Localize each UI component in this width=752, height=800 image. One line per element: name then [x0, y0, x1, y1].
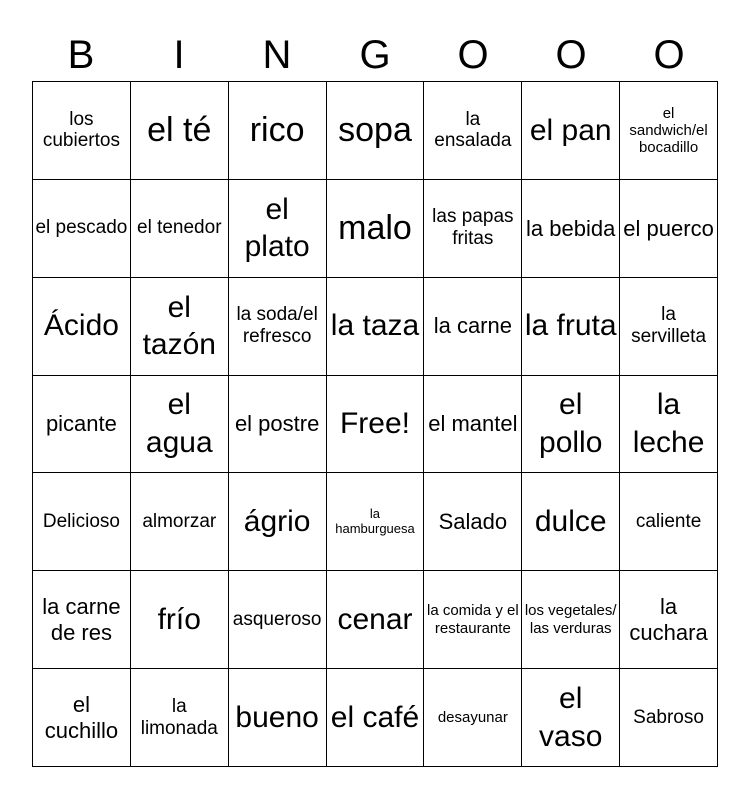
bingo-cell[interactable]: frío: [131, 571, 229, 669]
bingo-cell[interactable]: Salado: [424, 473, 522, 571]
bingo-cell[interactable]: el puerco: [620, 180, 718, 278]
header-letter: G: [359, 33, 391, 77]
bingo-cell[interactable]: Sabroso: [620, 669, 718, 767]
header-letter: B: [67, 33, 95, 77]
bingo-cell[interactable]: la limonada: [131, 669, 229, 767]
bingo-cell[interactable]: sopa: [327, 82, 425, 180]
header-letter: O: [555, 33, 587, 77]
bingo-cell[interactable]: el té: [131, 82, 229, 180]
bingo-cell[interactable]: el cuchillo: [33, 669, 131, 767]
bingo-cell[interactable]: las papas fritas: [424, 180, 522, 278]
bingo-cell[interactable]: el pollo: [522, 376, 620, 474]
bingo-cell[interactable]: el tazón: [131, 278, 229, 376]
header-letter: I: [173, 33, 185, 77]
bingo-cell[interactable]: los vegetales/ las verduras: [522, 571, 620, 669]
bingo-card: [32, 81, 718, 767]
bingo-cell[interactable]: el vaso: [522, 669, 620, 767]
bingo-cell[interactable]: los cubiertos: [33, 82, 131, 180]
bingo-cell[interactable]: el sandwich/el bocadillo: [620, 82, 718, 180]
bingo-cell[interactable]: la ensalada: [424, 82, 522, 180]
bingo-cell[interactable]: el tenedor: [131, 180, 229, 278]
bingo-cell[interactable]: el café: [327, 669, 425, 767]
bingo-cell[interactable]: cenar: [327, 571, 425, 669]
bingo-cell[interactable]: el pescado: [33, 180, 131, 278]
bingo-cell[interactable]: la soda/el refresco: [229, 278, 327, 376]
bingo-cell[interactable]: la fruta: [522, 278, 620, 376]
bingo-cell[interactable]: la carne: [424, 278, 522, 376]
header-letter: O: [653, 33, 685, 77]
bingo-cell[interactable]: la leche: [620, 376, 718, 474]
bingo-cell[interactable]: bueno: [229, 669, 327, 767]
bingo-cell[interactable]: Ácido: [33, 278, 131, 376]
bingo-cell[interactable]: el mantel: [424, 376, 522, 474]
bingo-cell[interactable]: el pan: [522, 82, 620, 180]
bingo-cell[interactable]: el plato: [229, 180, 327, 278]
bingo-cell[interactable]: Delicioso: [33, 473, 131, 571]
bingo-cell[interactable]: la bebida: [522, 180, 620, 278]
bingo-cell[interactable]: malo: [327, 180, 425, 278]
bingo-cell[interactable]: el postre: [229, 376, 327, 474]
free-space[interactable]: Free!: [327, 376, 425, 474]
bingo-cell[interactable]: asqueroso: [229, 571, 327, 669]
bingo-cell[interactable]: desayunar: [424, 669, 522, 767]
bingo-cell[interactable]: caliente: [620, 473, 718, 571]
header-letter: N: [262, 33, 292, 77]
bingo-cell[interactable]: la comida y el restaurante: [424, 571, 522, 669]
bingo-header: [32, 28, 718, 82]
bingo-cell[interactable]: dulce: [522, 473, 620, 571]
bingo-cell[interactable]: la carne de res: [33, 571, 131, 669]
bingo-cell[interactable]: almorzar: [131, 473, 229, 571]
bingo-cell[interactable]: la taza: [327, 278, 425, 376]
bingo-cell[interactable]: el agua: [131, 376, 229, 474]
bingo-cell[interactable]: la cuchara: [620, 571, 718, 669]
bingo-cell[interactable]: ágrio: [229, 473, 327, 571]
header-letter: O: [457, 33, 489, 77]
bingo-cell[interactable]: la servilleta: [620, 278, 718, 376]
bingo-cell[interactable]: la hamburguesa: [327, 473, 425, 571]
bingo-cell[interactable]: picante: [33, 376, 131, 474]
bingo-cell[interactable]: rico: [229, 82, 327, 180]
